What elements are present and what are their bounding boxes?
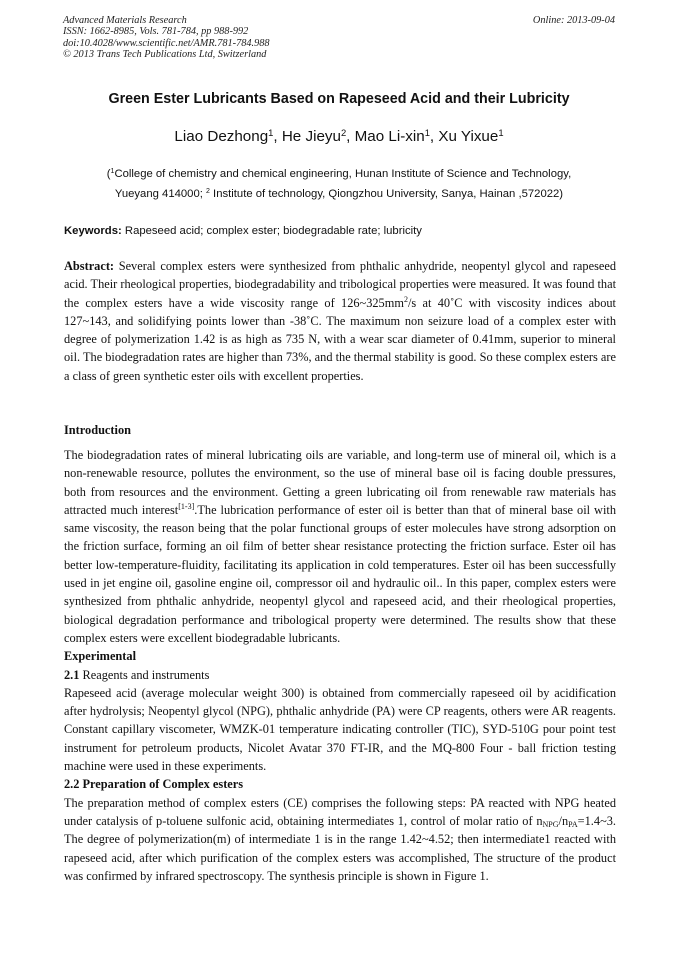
author-affiliation-mark: 1 — [498, 126, 504, 138]
paper-title: Green Ester Lubricants Based on Rapeseed Acid and their Lubricity — [108, 91, 570, 107]
author-name: Mao Li-xin — [354, 128, 425, 145]
affiliations — [40, 165, 638, 204]
journal-name: Advanced Materials Research — [63, 15, 187, 26]
reagents-paragraph: Rapeseed acid (average molecular weight 300) is obtained from commercially rapeseed oil by acidification after hydrolysis; Neopentyl glycol (NPG), phthalic anhydride (PA) were CP reagents, others were AR reagents. Constant capillary viscometer, WMZK-01 temperature indicating controller (TIC), SYD-510G pour point test instrument for petroleum products, Nicolet Avatar 370 FT-IR, and the MQ-800 Four - ball friction testing machine were used in these experiments. — [64, 685, 616, 774]
keywords-label: Keywords: — [64, 225, 122, 237]
author-affiliation-mark: 1 — [268, 126, 274, 138]
abstract: Abstract: Several complex esters were synthesized from phthalic anhydride, neopentyl glycol and rapeseed acid. Their rheological properties, biodegradability and tribological properties were measured. It was found that the complex esters have a wide viscosity range of $126\sim 325mm^2/s$ at 40˚C with viscosity indices about 127~143, and solidifying points lower than -38˚C. The maximum non seizure load of a complex ester with degree of polymerization 1.42 is as high as 735 N, with a wear scar diameter of 0.41mm, superior to mineral oil. The biodegradation rates are higher than 73%, and the thermal stability is good. So these complex esters are a class of green synthetic ester oils with excellent properties. — [64, 259, 616, 383]
affiliation-mark: 2 — [206, 187, 210, 195]
section-heading-introduction: Introduction — [64, 423, 131, 437]
keywords — [64, 222, 616, 240]
subsection-heading-2-1: 2.1 Reagents and instruments — [64, 667, 210, 682]
author-name: Xu Yixue — [438, 128, 499, 145]
author-name: Liao Dezhong — [174, 128, 269, 145]
online-date: Online: 2013-09-04 — [532, 15, 615, 26]
author-list — [40, 127, 638, 147]
citation-ref: [1-3] — [178, 502, 195, 512]
author-separator: , — [273, 128, 282, 145]
preparation-paragraph: The preparation method of complex esters (CE) comprises the following steps: PA reacted with NPG heated under catalysis of p-toluene sulfonic acid, obtaining intermediates 1, control of molar ratio of $n_{NPG}/n_{PA}=1.4\sim 3$. The degree of polymerization(m) of intermediate 1 is in the range 1.42~4.52; then intermediate1 reacted with rapeseed acid, after which purification of the complex esters was accomplished, The structure of the product was confirmed by infrared spectroscopy. The synthesis principle is shown in Figure 1. — [64, 795, 616, 883]
author-separator: , — [429, 128, 439, 145]
section-heading-experimental: Experimental — [64, 649, 136, 664]
issn-line: ISSN: 1662-8985, Vols. 781-784, pp 988-992 — [63, 26, 249, 38]
abstract-label: Abstract: — [64, 259, 115, 273]
keywords-text: Rapeseed acid; complex ester; biodegradable rate; lubricity — [121, 225, 422, 237]
copyright-line: © 2013 Trans Tech Publications Ltd, Switzerland — [63, 49, 267, 61]
author-separator: , — [346, 128, 355, 145]
affiliation-mark: 1 — [110, 168, 115, 176]
author-affiliation-mark: 1 — [424, 126, 430, 138]
affiliation-line-2: Yueyang 414000; $^2$ Institute of technology, Qiongzhou University, Sanya, Hainan ,572022) — [114, 187, 564, 200]
body-text — [64, 446, 616, 885]
introduction-paragraph: The biodegradation rates of mineral lubricating oils are variable, and long-term use of mineral oil, which is a non-renewable resource, pollutes the environment, so the use of mineral base oil is facing double pressures, both from resources and the environment. Getting a green lubricating oil from renewable raw materials has attracted much interest[1-3].The lubrication performance of ester oil is better than that of mineral base oil with same viscosity, the reason being that the polar functional groups of ester molecules have strong adsorption on the friction surface, forming an oil film of better shear resistance protecting the friction surface. Ester oil has better low-temperature-fluidity, facilitating its application in cold temperatures. Ester oil has been successfully used in jet engine oil, gasoline engine oil, compressor oil and hydraulic oil.. In this paper, complex esters were synthesized from phthalic anhydride, neopentyl glycol and rapeseed acid, and their rheological properties, biological degradation performance and tribological property were determined. The results show that these complex esters were excellent biodegradable lubricants. — [64, 448, 616, 645]
affiliation-line-1: ($^1$College of chemistry and chemical engineering, Hunan Institute of Science and Technology, — [106, 168, 572, 180]
journal-header — [63, 15, 615, 61]
doi-line: doi:10.4028/www.scientific.net/AMR.781-784.988 — [63, 37, 270, 49]
author-name: He Jieyu — [281, 128, 341, 145]
subsection-heading-2-2: 2.2 Preparation of Complex esters — [64, 777, 244, 792]
author-affiliation-mark: 2 — [340, 126, 347, 138]
